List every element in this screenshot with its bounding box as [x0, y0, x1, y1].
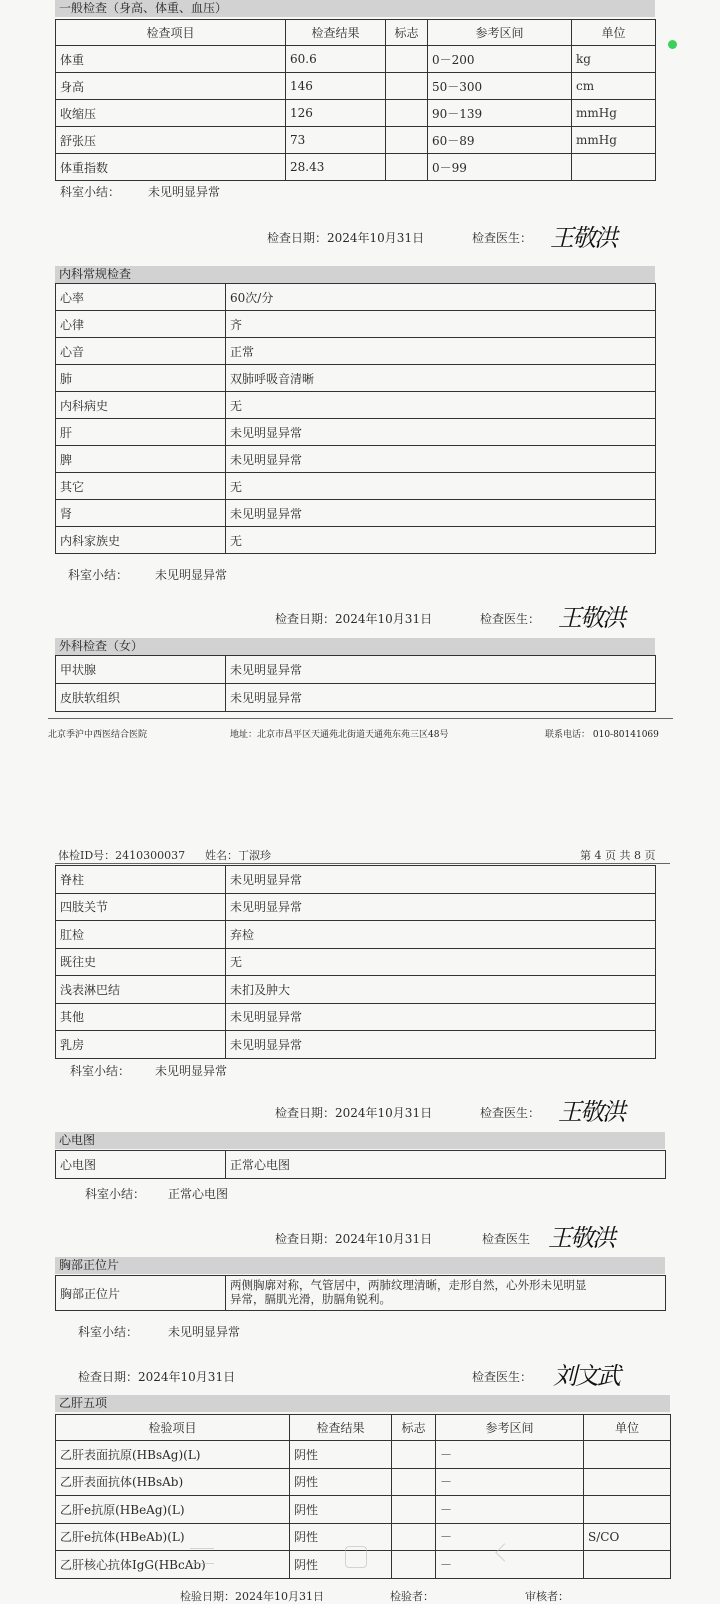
general-section-header: 一般检查（身高、体重、血压）	[55, 0, 655, 17]
table-row	[56, 365, 656, 392]
chest-result-line-1: 两侧胸廓对称，气管居中，两肺纹理清晰，走形自然，心外形未见明显	[230, 1278, 587, 1292]
range-cell: －	[436, 1551, 584, 1579]
unit-cell	[584, 1441, 671, 1469]
footer-address: 地址：北京市昌平区天通苑北街道天通苑东苑三区48号	[230, 730, 449, 740]
chest-table	[55, 1275, 666, 1311]
result-cell: 未见明显异常	[226, 656, 656, 684]
col-header-item: 检验项目	[56, 1415, 290, 1441]
flag-cell	[386, 154, 428, 181]
hbv-section-header: 乙肝五项	[55, 1395, 670, 1412]
item-cell: 脊柱	[56, 866, 226, 894]
chest-doctor-signature: 刘文武	[553, 1362, 619, 1390]
col-header-range: 参考区间	[436, 1415, 584, 1441]
surgery2-exam-date: 检查日期：2024年10月31日	[275, 1106, 433, 1120]
item-cell: 身高	[56, 73, 286, 100]
item-cell: 乙肝表面抗体(HBsAb)	[56, 1468, 290, 1496]
result-cell: 28.43	[286, 154, 386, 181]
result-cell: 未见明显异常	[226, 684, 656, 712]
table-row	[56, 338, 656, 365]
result-cell: 126	[286, 100, 386, 127]
nav-home-icon[interactable]	[345, 1546, 367, 1568]
range-cell: －	[436, 1496, 584, 1524]
flag-cell	[392, 1551, 436, 1579]
col-header-result: 检查结果	[290, 1415, 392, 1441]
table-row	[56, 684, 656, 712]
item-cell: 甲状腺	[56, 656, 226, 684]
chest-exam-date: 检查日期：2024年10月31日	[78, 1370, 236, 1384]
table-row	[56, 1276, 666, 1311]
result-cell: 齐	[226, 311, 656, 338]
table-row	[56, 100, 656, 127]
result-cell: 无	[226, 948, 656, 976]
item-cell: 四肢关节	[56, 893, 226, 921]
footer-hospital: 北京季沪中西医结合医院	[48, 730, 148, 740]
table-row	[56, 311, 656, 338]
surgery2-summary-label: 科室小结：	[70, 1064, 131, 1078]
page-number: 第 4 页 共 8 页	[580, 849, 656, 862]
table-row	[56, 948, 656, 976]
table-row	[56, 1031, 656, 1059]
ecg-doctor-signature: 王敬洪	[548, 1224, 614, 1252]
item-cell: 皮肤软组织	[56, 684, 226, 712]
flag-cell	[386, 46, 428, 73]
general-table	[55, 19, 656, 181]
unit-cell	[572, 154, 656, 181]
table-row	[56, 446, 656, 473]
flag-cell	[392, 1523, 436, 1551]
general-doctor-label: 检查医生：	[472, 231, 533, 245]
flag-cell	[392, 1496, 436, 1524]
result-cell: 无	[226, 527, 656, 554]
internal-table	[55, 283, 656, 554]
unit-cell: S/CO	[584, 1523, 671, 1551]
result-cell: 未见明显异常	[226, 866, 656, 894]
table-row	[56, 127, 656, 154]
table-row	[56, 893, 656, 921]
item-cell: 收缩压	[56, 100, 286, 127]
result-cell: 未见明显异常	[226, 1031, 656, 1059]
table-row	[56, 73, 656, 100]
internal-summary-label: 科室小结：	[68, 568, 129, 582]
table-row	[56, 46, 656, 73]
result-cell: 无	[226, 392, 656, 419]
result-cell: 146	[286, 73, 386, 100]
ecg-summary-value: 正常心电图	[168, 1187, 229, 1201]
result-cell: 未见明显异常	[226, 419, 656, 446]
surgery2-doctor-signature: 王敬洪	[558, 1098, 624, 1126]
internal-section-header: 内科常规检查	[55, 266, 655, 283]
col-header-unit: 单位	[572, 20, 656, 46]
table-row	[56, 284, 656, 311]
item-cell: 既往史	[56, 948, 226, 976]
item-cell: 乙肝e抗原(HBeAg)(L)	[56, 1496, 290, 1524]
unit-cell: cm	[572, 73, 656, 100]
result-cell: 阴性	[290, 1496, 392, 1524]
unit-cell: kg	[572, 46, 656, 73]
result-cell	[226, 1276, 666, 1311]
nav-menu-icon[interactable]	[190, 1548, 214, 1564]
result-cell: 60.6	[286, 46, 386, 73]
item-cell: 心率	[56, 284, 226, 311]
table-row	[56, 1468, 671, 1496]
result-cell: 未见明显异常	[226, 1003, 656, 1031]
range-cell: －	[436, 1441, 584, 1469]
range-cell: 50－300	[428, 73, 572, 100]
surgery-section-header: 外科检查（女）	[55, 638, 655, 655]
item-cell: 浅表淋巴结	[56, 976, 226, 1004]
flag-cell	[386, 100, 428, 127]
range-cell: －	[436, 1468, 584, 1496]
chest-summary-label: 科室小结：	[78, 1325, 139, 1339]
table-row	[56, 527, 656, 554]
item-cell: 心音	[56, 338, 226, 365]
item-cell: 舒张压	[56, 127, 286, 154]
col-header-unit: 单位	[584, 1415, 671, 1441]
surgery2-doctor-label: 检查医生：	[480, 1106, 541, 1120]
col-header-result: 检查结果	[286, 20, 386, 46]
col-header-flag: 标志	[386, 20, 428, 46]
result-cell: 未见明显异常	[226, 446, 656, 473]
table-row	[56, 1496, 671, 1524]
footer-rule	[48, 718, 673, 719]
item-cell: 乙肝表面抗原(HBsAg)(L)	[56, 1441, 290, 1469]
internal-doctor-signature: 王敬洪	[558, 604, 624, 632]
status-dot-icon	[668, 40, 677, 49]
ecg-doctor-label: 检查医生	[482, 1232, 531, 1246]
result-cell: 60次/分	[226, 284, 656, 311]
item-cell: 肝	[56, 419, 226, 446]
col-header-range: 参考区间	[428, 20, 572, 46]
item-cell: 心律	[56, 311, 226, 338]
general-summary-label: 科室小结：	[60, 185, 121, 199]
col-header-flag: 标志	[392, 1415, 436, 1441]
range-cell: 0－99	[428, 154, 572, 181]
result-cell: 未扪及肿大	[226, 976, 656, 1004]
table-row	[56, 1441, 671, 1469]
chest-section-header: 胸部正位片	[55, 1257, 665, 1274]
item-cell: 乙肝e抗体(HBeAb)(L)	[56, 1523, 290, 1551]
flag-cell	[392, 1468, 436, 1496]
table-row	[56, 1151, 666, 1179]
result-cell: 阴性	[290, 1441, 392, 1469]
flag-cell	[392, 1441, 436, 1469]
table-row	[56, 419, 656, 446]
result-cell: 阴性	[290, 1523, 392, 1551]
chest-doctor-label: 检查医生：	[472, 1370, 533, 1384]
general-summary-value: 未见明显异常	[148, 185, 221, 199]
col-header-item: 检查项目	[56, 20, 286, 46]
chest-result-line-2: 异常，膈肌光滑，肋膈角锐利。	[230, 1292, 391, 1306]
result-cell: 弃检	[226, 921, 656, 949]
table-row	[56, 976, 656, 1004]
item-cell: 体重	[56, 46, 286, 73]
hbv-inspector-label: 检验者：	[390, 1590, 434, 1603]
table-row	[56, 921, 656, 949]
chest-summary-value: 未见明显异常	[168, 1325, 241, 1339]
unit-cell: mmHg	[572, 100, 656, 127]
hbv-test-date: 检验日期：2024年10月31日	[180, 1590, 324, 1603]
unit-cell: mmHg	[572, 127, 656, 154]
table-row	[56, 656, 656, 684]
internal-exam-date: 检查日期：2024年10月31日	[275, 612, 433, 626]
result-cell: 阴性	[290, 1468, 392, 1496]
item-cell: 体重指数	[56, 154, 286, 181]
range-cell: －	[436, 1523, 584, 1551]
hbv-reviewer-label: 审核者：	[525, 1590, 569, 1603]
page-header-rule	[55, 863, 670, 864]
flag-cell	[386, 73, 428, 100]
table-row	[56, 1003, 656, 1031]
item-cell: 肛检	[56, 921, 226, 949]
ecg-exam-date: 检查日期：2024年10月31日	[275, 1232, 433, 1246]
item-cell: 内科病史	[56, 392, 226, 419]
result-cell: 无	[226, 473, 656, 500]
table-row	[56, 154, 656, 181]
general-doctor-signature: 王敬洪	[550, 224, 616, 252]
result-cell: 未见明显异常	[226, 500, 656, 527]
result-cell: 73	[286, 127, 386, 154]
ecg-summary-label: 科室小结：	[85, 1187, 146, 1201]
range-cell: 90－139	[428, 100, 572, 127]
item-cell: 乙肝核心抗体IgG(HBcAb)	[56, 1551, 290, 1579]
result-cell: 正常	[226, 338, 656, 365]
table-row	[56, 500, 656, 527]
item-cell: 胸部正位片	[56, 1276, 226, 1311]
item-cell: 其它	[56, 473, 226, 500]
flag-cell	[386, 127, 428, 154]
item-cell: 脾	[56, 446, 226, 473]
ecg-section-header: 心电图	[55, 1132, 665, 1149]
surgery-table	[55, 655, 656, 712]
unit-cell	[584, 1551, 671, 1579]
item-cell: 心电图	[56, 1151, 226, 1179]
exam-id: 体检ID号：2410300037	[58, 849, 186, 862]
ecg-table	[55, 1150, 666, 1179]
item-cell: 肺	[56, 365, 226, 392]
result-cell: 正常心电图	[226, 1151, 666, 1179]
footer-phone: 联系电话： 010-80141069	[545, 730, 659, 740]
result-cell: 未见明显异常	[226, 893, 656, 921]
unit-cell	[584, 1468, 671, 1496]
surgery2-table	[55, 865, 656, 1059]
range-cell: 60－89	[428, 127, 572, 154]
internal-summary-value: 未见明显异常	[155, 568, 228, 582]
unit-cell	[584, 1496, 671, 1524]
result-cell: 双肺呼吸音清晰	[226, 365, 656, 392]
result-cell: 阴性	[290, 1551, 392, 1579]
range-cell: 0－200	[428, 46, 572, 73]
surgery2-summary-value: 未见明显异常	[155, 1064, 228, 1078]
general-exam-date: 检查日期：2024年10月31日	[267, 231, 425, 245]
internal-doctor-label: 检查医生：	[480, 612, 541, 626]
table-row	[56, 392, 656, 419]
item-cell: 其他	[56, 1003, 226, 1031]
item-cell: 肾	[56, 500, 226, 527]
patient-name: 姓名：丁淑珍	[205, 849, 271, 862]
item-cell: 内科家族史	[56, 527, 226, 554]
table-row	[56, 866, 656, 894]
item-cell: 乳房	[56, 1031, 226, 1059]
table-row	[56, 473, 656, 500]
